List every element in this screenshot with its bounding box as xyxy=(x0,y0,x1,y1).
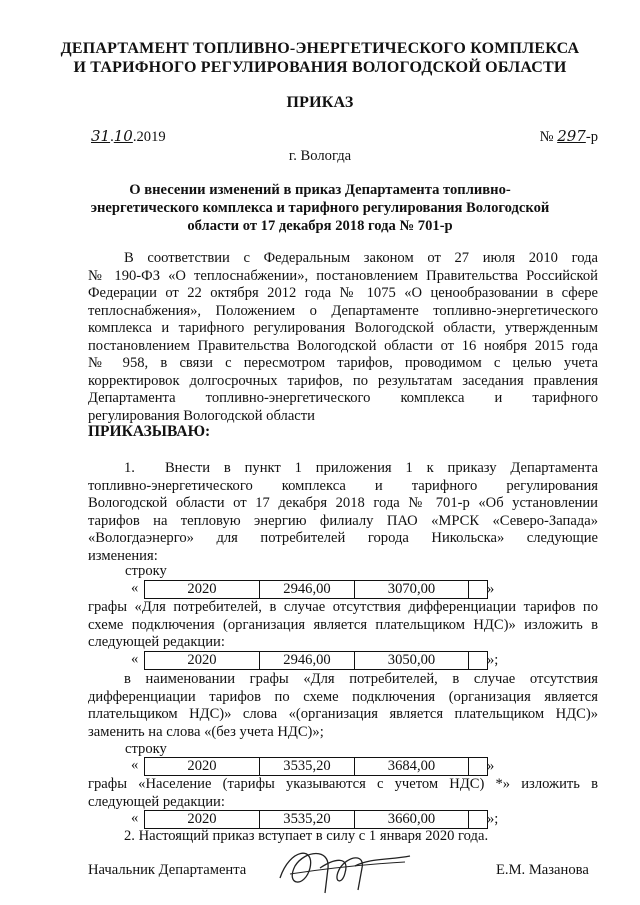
tariff-row-2 xyxy=(144,651,488,670)
open-quote: « xyxy=(131,651,139,667)
row4-year: 2020 xyxy=(145,811,260,829)
subject-line2: энергетического комплекса и тарифного регулирования Вологодской xyxy=(90,200,550,216)
row4-value-b: 3660,00 xyxy=(355,811,469,829)
subject-line1: О внесении изменений в приказ Департамента топливно- xyxy=(129,182,511,198)
item2: 2. Настоящий приказ вступает в силу с 1 января 2020 года. xyxy=(124,828,489,844)
row1-empty xyxy=(469,581,488,599)
row3-year: 2020 xyxy=(145,758,260,776)
text-a xyxy=(88,599,598,652)
row1-value-a: 2946,00 xyxy=(260,581,355,599)
item1-line: тарифов на тепловую энергию филиалу ПАО «МРСК «Северо-Запада» xyxy=(88,512,598,529)
date-month: 10 xyxy=(113,127,133,145)
row1-value-b: 3070,00 xyxy=(355,581,469,599)
close-quote-semicolon: »; xyxy=(487,811,499,827)
tariff-row-1 xyxy=(144,580,488,599)
order-date xyxy=(91,128,166,147)
handwritten-signature xyxy=(270,838,420,898)
preamble-line: В соответствии с Федеральным законом от 27 июля 2010 года xyxy=(124,250,598,266)
row1-year: 2020 xyxy=(145,581,260,599)
text-b-line: плательщиком НДС)» слова «(организация является плательщиком НДС)» xyxy=(88,706,598,722)
row4-empty xyxy=(469,811,488,829)
row2-empty xyxy=(469,652,488,670)
number-value: 297 xyxy=(557,127,586,145)
open-quote: « xyxy=(131,757,139,773)
row3-empty xyxy=(469,758,488,776)
item1-line: изменения: xyxy=(88,547,158,564)
row2-year: 2020 xyxy=(145,652,260,670)
signatory-name: Е.М. Мазанова xyxy=(496,862,589,878)
preamble-line: комплекса и тарифного регулирования Вологодской области, утвержденным xyxy=(88,320,598,336)
department-header-line1: ДЕПАРТАМЕНТ ТОПЛИВНО-ЭНЕРГЕТИЧЕСКОГО КОМПЛЕКСА xyxy=(60,40,580,57)
date-year: 2019 xyxy=(136,129,166,145)
date-sep2: . xyxy=(132,129,137,145)
row3-value-b: 3684,00 xyxy=(355,758,469,776)
row3-value-a: 3535,20 xyxy=(260,758,355,776)
close-quote: » xyxy=(487,581,495,597)
text-c-line: графы «Население (тарифы указываются с учетом НДС) *» изложить в xyxy=(88,776,598,792)
department-header-line2: И ТАРИФНОГО РЕГУЛИРОВАНИЯ ВОЛОГОДСКОЙ ОБЛАСТИ xyxy=(73,59,567,76)
preamble xyxy=(88,250,598,425)
item1-line: топливно-энергетического комплекса и тарифного регулирования xyxy=(88,477,598,494)
subject-line3: области от 17 декабря 2018 года № 701-р xyxy=(187,218,453,234)
text-b-line: в наименовании графы «Для потребителей, в случае отсутствия xyxy=(124,671,598,687)
item1-line: «Вологдаэнерго» для потребителей города Никольска» следующие xyxy=(88,530,598,546)
preamble-line: корректировок долгосрочных тарифов, по результатам заседания правления xyxy=(88,372,598,389)
text-a-line: графы «Для потребителей, в случае отсутствия дифференциации тарифов по xyxy=(88,599,598,615)
preamble-line: № 958, в связи с пересмотром тарифов, проводимом с целью учета xyxy=(88,355,598,371)
preamble-line: Федерации от 22 октября 2012 года № 1075 «О ценообразовании в сфере xyxy=(88,285,598,301)
text-b xyxy=(88,671,598,741)
text-c-line: следующей редакции: xyxy=(88,793,225,810)
text-a-line: схеме подключения (организация является плательщиком НДС)» изложить в xyxy=(88,616,598,633)
preamble-line: теплоснабжения», Положением о Департаменте топливно-энергетического xyxy=(88,302,598,319)
preamble-line: регулирования Вологодской области xyxy=(88,407,315,424)
item1-line: Вологодской области от 17 декабря 2018 года № 701-р «Об установлении xyxy=(88,495,598,511)
preamble-line: постановлением Правительства Вологодской области от 16 ноября 2015 года xyxy=(88,337,598,354)
open-quote: « xyxy=(131,810,139,826)
stroku-label: строку xyxy=(125,741,167,757)
text-a-line: следующей редакции: xyxy=(88,634,225,650)
date-sep1: . xyxy=(110,129,114,145)
number-suffix: -р xyxy=(585,129,598,145)
text-c xyxy=(88,776,598,811)
order-number xyxy=(540,128,598,147)
item1 xyxy=(88,460,598,565)
preamble-line: Департамента топливно-энергетического комплекса и тарифного xyxy=(88,390,598,406)
text-b-line: заменить на слова «(без учета НДС)»; xyxy=(88,723,324,740)
row2-value-b: 3050,00 xyxy=(355,652,469,670)
tariff-row-3 xyxy=(144,757,488,776)
doc-type: ПРИКАЗ xyxy=(286,94,354,111)
tariff-row-4 xyxy=(144,810,488,829)
stroku-label: строку xyxy=(125,563,167,579)
open-quote: « xyxy=(131,580,139,596)
preamble-line: № 190-ФЗ «О теплоснабжении», постановлением Правительства Российской xyxy=(88,267,598,284)
close-quote-semicolon: »; xyxy=(487,652,499,668)
close-quote: » xyxy=(487,758,495,774)
text-b-line: дифференциации тарифов по схеме подключения (организация является xyxy=(88,688,598,705)
item1-number: 1. xyxy=(124,460,135,476)
signatory-position: Начальник Департамента xyxy=(88,862,247,878)
row2-value-a: 2946,00 xyxy=(260,652,355,670)
city: г. Вологда xyxy=(288,148,352,164)
row4-value-a: 3535,20 xyxy=(260,811,355,829)
item1-line: 1. Внести в пункт 1 приложения 1 к приказу Департамента xyxy=(124,460,598,476)
order-word: ПРИКАЗЫВАЮ: xyxy=(88,423,211,440)
date-day: 31 xyxy=(91,127,111,145)
number-prefix: № xyxy=(539,129,554,145)
